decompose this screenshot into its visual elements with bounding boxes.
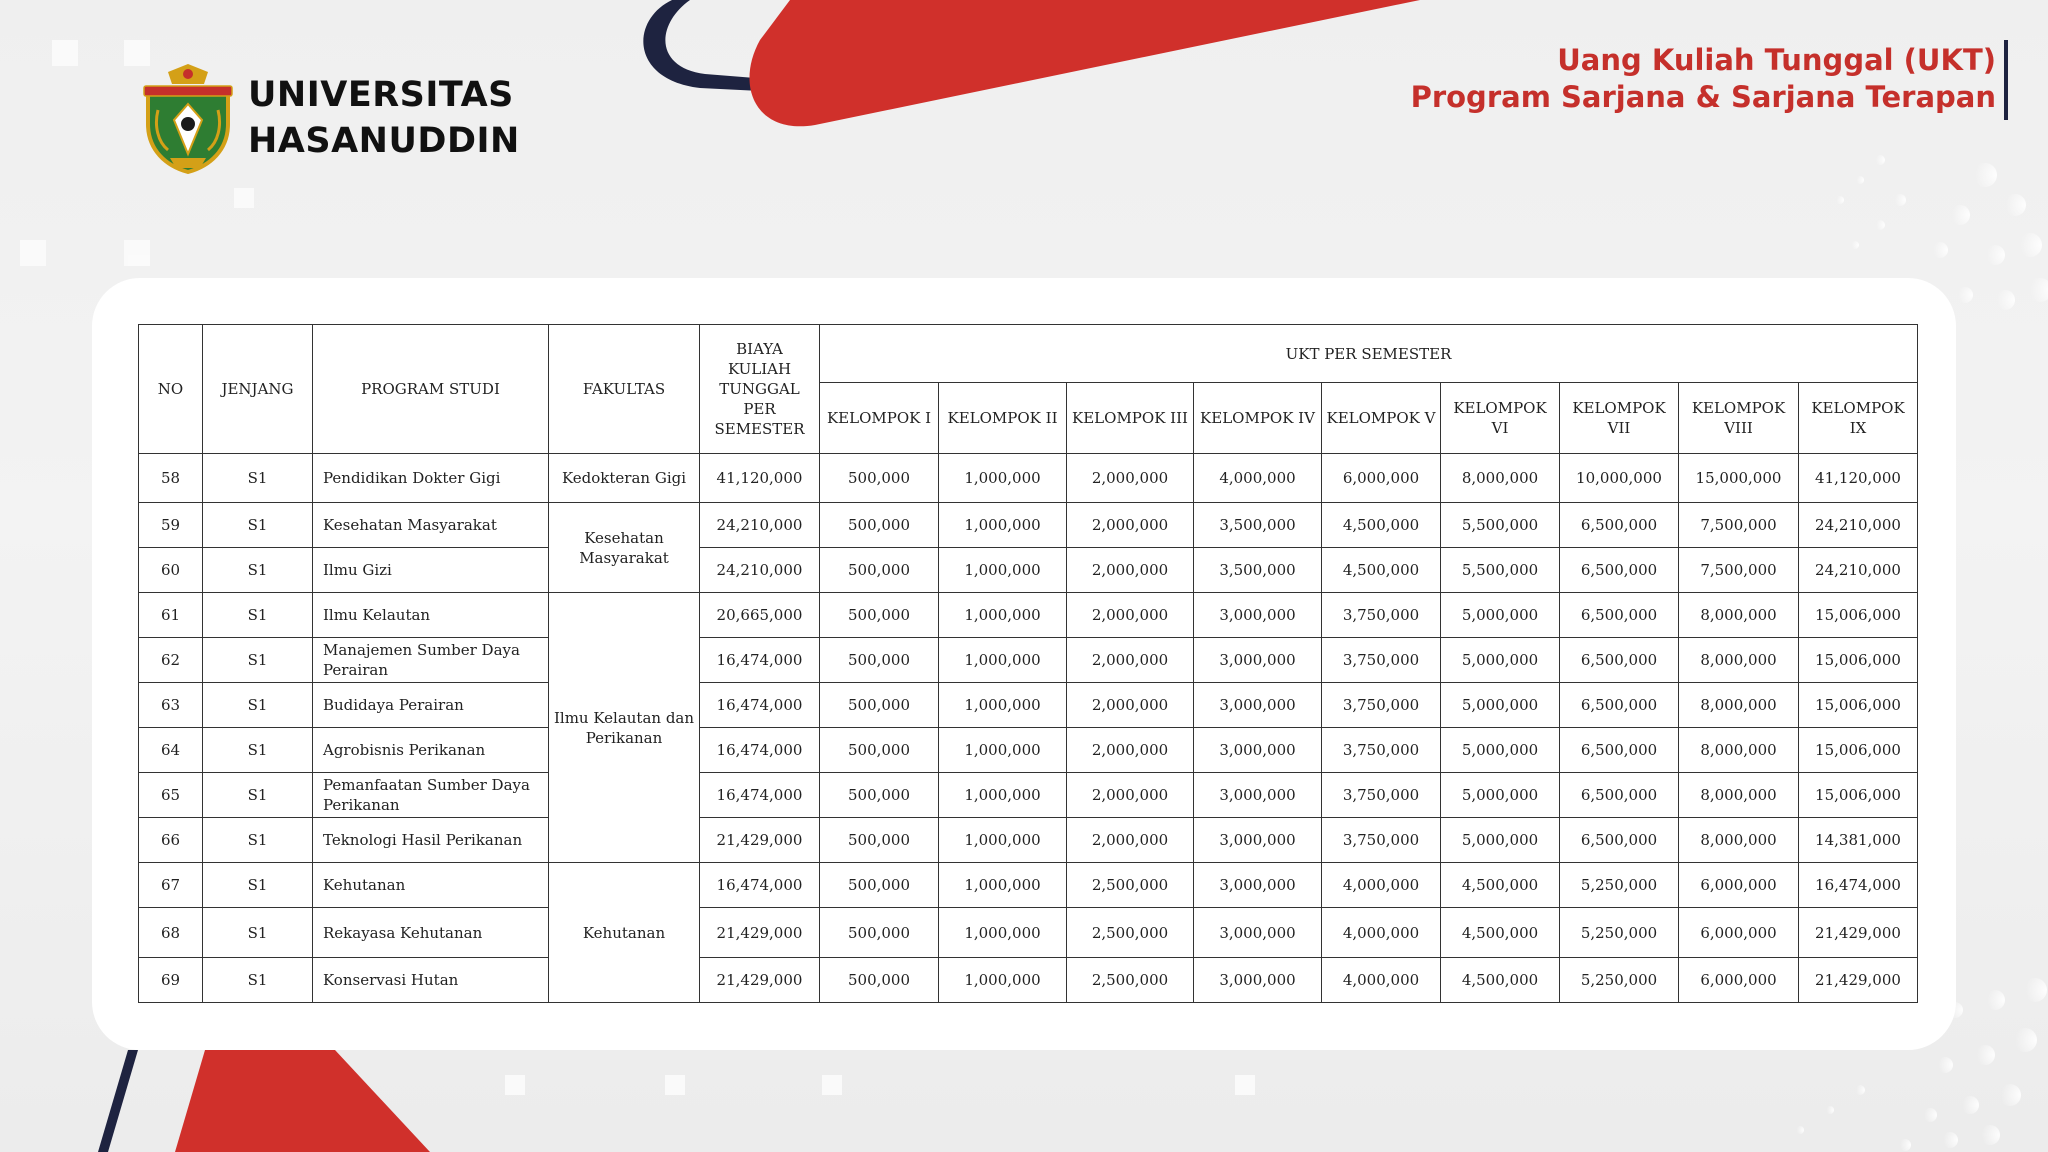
cell-no: 69	[139, 958, 203, 1003]
cell-kelompok-8: 7,500,000	[1679, 548, 1799, 593]
cell-kelompok-1: 500,000	[820, 908, 939, 958]
cell-kelompok-6: 5,000,000	[1441, 593, 1560, 638]
cell-kelompok-9: 14,381,000	[1799, 818, 1918, 863]
cell-kelompok-3: 2,500,000	[1067, 863, 1194, 908]
cell-kelompok-1: 500,000	[820, 548, 939, 593]
cell-kelompok-7: 6,500,000	[1560, 503, 1679, 548]
table-row	[139, 454, 1918, 503]
university-name-line2: HASANUDDIN	[248, 121, 520, 161]
cell-jenjang: S1	[203, 503, 313, 548]
cell-biaya: 21,429,000	[700, 958, 820, 1003]
cell-kelompok-7: 10,000,000	[1560, 454, 1679, 503]
cell-kelompok-3: 2,000,000	[1067, 728, 1194, 773]
cell-program-studi: Pemanfaatan Sumber Daya Perikanan	[313, 773, 549, 818]
cell-kelompok-5: 4,000,000	[1322, 863, 1441, 908]
cell-kelompok-1: 500,000	[820, 773, 939, 818]
cell-no: 63	[139, 683, 203, 728]
cell-kelompok-4: 3,000,000	[1194, 683, 1322, 728]
header-kelompok-2: KELOMPOK II	[939, 383, 1067, 454]
cell-kelompok-8: 8,000,000	[1679, 593, 1799, 638]
red-wedge-top	[749, 0, 1420, 126]
cell-jenjang: S1	[203, 638, 313, 683]
cell-kelompok-4: 3,000,000	[1194, 958, 1322, 1003]
cell-kelompok-6: 5,500,000	[1441, 503, 1560, 548]
cell-kelompok-2: 1,000,000	[939, 908, 1067, 958]
cell-kelompok-2: 1,000,000	[939, 818, 1067, 863]
cell-fakultas: Ilmu Kelautan dan Perikanan	[549, 593, 700, 863]
cell-biaya: 16,474,000	[700, 638, 820, 683]
cell-kelompok-6: 5,000,000	[1441, 773, 1560, 818]
cell-kelompok-8: 6,000,000	[1679, 863, 1799, 908]
cell-jenjang: S1	[203, 728, 313, 773]
page-title-line2: Program Sarjana & Sarjana Terapan	[1410, 80, 1996, 114]
table-row	[139, 958, 1918, 1003]
cell-kelompok-5: 4,000,000	[1322, 908, 1441, 958]
cell-kelompok-2: 1,000,000	[939, 683, 1067, 728]
cell-jenjang: S1	[203, 818, 313, 863]
cell-kelompok-3: 2,000,000	[1067, 683, 1194, 728]
cell-kelompok-3: 2,000,000	[1067, 638, 1194, 683]
cell-kelompok-2: 1,000,000	[939, 863, 1067, 908]
cell-kelompok-7: 5,250,000	[1560, 908, 1679, 958]
table-row	[139, 503, 1918, 548]
cell-no: 62	[139, 638, 203, 683]
header-kelompok-3: KELOMPOK III	[1067, 383, 1194, 454]
cell-biaya: 16,474,000	[700, 773, 820, 818]
cell-kelompok-4: 3,000,000	[1194, 638, 1322, 683]
cell-kelompok-3: 2,000,000	[1067, 454, 1194, 503]
cell-kelompok-8: 8,000,000	[1679, 683, 1799, 728]
cell-kelompok-5: 3,750,000	[1322, 818, 1441, 863]
cell-kelompok-4: 4,000,000	[1194, 454, 1322, 503]
header-kelompok-1: KELOMPOK I	[820, 383, 939, 454]
cell-kelompok-9: 24,210,000	[1799, 548, 1918, 593]
cell-biaya: 16,474,000	[700, 683, 820, 728]
cell-kelompok-8: 6,000,000	[1679, 908, 1799, 958]
cell-kelompok-5: 3,750,000	[1322, 683, 1441, 728]
cell-kelompok-8: 15,000,000	[1679, 454, 1799, 503]
header-program-studi: PROGRAM STUDI	[313, 325, 549, 454]
cell-no: 65	[139, 773, 203, 818]
cell-kelompok-1: 500,000	[820, 863, 939, 908]
cell-kelompok-7: 6,500,000	[1560, 773, 1679, 818]
cell-kelompok-6: 4,500,000	[1441, 863, 1560, 908]
page-title-line1: Uang Kuliah Tunggal (UKT)	[1557, 43, 1996, 77]
cell-fakultas: Kehutanan	[549, 863, 700, 1003]
navy-line-bottom	[98, 1050, 138, 1152]
cell-kelompok-6: 8,000,000	[1441, 454, 1560, 503]
cell-kelompok-5: 4,500,000	[1322, 503, 1441, 548]
header-fakultas: FAKULTAS	[549, 325, 700, 454]
cell-jenjang: S1	[203, 454, 313, 503]
cell-kelompok-3: 2,000,000	[1067, 548, 1194, 593]
cell-jenjang: S1	[203, 548, 313, 593]
cell-kelompok-2: 1,000,000	[939, 773, 1067, 818]
table-row	[139, 593, 1918, 638]
cell-kelompok-9: 15,006,000	[1799, 638, 1918, 683]
university-name-line1: UNIVERSITAS	[248, 75, 514, 115]
cell-biaya: 21,429,000	[700, 908, 820, 958]
cell-kelompok-5: 3,750,000	[1322, 593, 1441, 638]
cell-kelompok-3: 2,000,000	[1067, 593, 1194, 638]
cell-kelompok-7: 6,500,000	[1560, 683, 1679, 728]
cell-kelompok-6: 5,000,000	[1441, 818, 1560, 863]
cell-program-studi: Teknologi Hasil Perikanan	[313, 818, 549, 863]
cell-kelompok-8: 8,000,000	[1679, 638, 1799, 683]
header-kelompok-9: KELOMPOK IX	[1799, 383, 1918, 454]
header-kelompok-6: KELOMPOK VI	[1441, 383, 1560, 454]
cell-kelompok-4: 3,000,000	[1194, 863, 1322, 908]
table-body	[139, 454, 1918, 1003]
cell-kelompok-9: 15,006,000	[1799, 773, 1918, 818]
cell-kelompok-7: 6,500,000	[1560, 638, 1679, 683]
cell-kelompok-9: 41,120,000	[1799, 454, 1918, 503]
cell-kelompok-8: 8,000,000	[1679, 773, 1799, 818]
table-row	[139, 863, 1918, 908]
header-kelompok-5: KELOMPOK V	[1322, 383, 1441, 454]
cell-kelompok-6: 4,500,000	[1441, 908, 1560, 958]
cell-kelompok-2: 1,000,000	[939, 503, 1067, 548]
cell-kelompok-3: 2,000,000	[1067, 773, 1194, 818]
cell-kelompok-9: 21,429,000	[1799, 958, 1918, 1003]
cell-kelompok-9: 21,429,000	[1799, 908, 1918, 958]
header-no: NO	[139, 325, 203, 454]
ukt-table	[138, 324, 1918, 1003]
cell-kelompok-8: 8,000,000	[1679, 818, 1799, 863]
cell-kelompok-5: 3,750,000	[1322, 773, 1441, 818]
cell-kelompok-8: 8,000,000	[1679, 728, 1799, 773]
table-row	[139, 908, 1918, 958]
cell-program-studi: Kehutanan	[313, 863, 549, 908]
cell-kelompok-6: 5,000,000	[1441, 728, 1560, 773]
cell-kelompok-5: 4,500,000	[1322, 548, 1441, 593]
table-row	[139, 638, 1918, 683]
cell-biaya: 24,210,000	[700, 503, 820, 548]
cell-program-studi: Ilmu Gizi	[313, 548, 549, 593]
cell-jenjang: S1	[203, 683, 313, 728]
red-wedge-bottom	[175, 1050, 430, 1152]
cell-kelompok-6: 5,500,000	[1441, 548, 1560, 593]
cell-kelompok-2: 1,000,000	[939, 548, 1067, 593]
table-row	[139, 818, 1918, 863]
cell-kelompok-1: 500,000	[820, 503, 939, 548]
cell-kelompok-1: 500,000	[820, 728, 939, 773]
cell-program-studi: Agrobisnis Perikanan	[313, 728, 549, 773]
cell-kelompok-4: 3,500,000	[1194, 503, 1322, 548]
cell-kelompok-1: 500,000	[820, 683, 939, 728]
cell-kelompok-3: 2,500,000	[1067, 958, 1194, 1003]
cell-kelompok-9: 15,006,000	[1799, 593, 1918, 638]
cell-biaya: 41,120,000	[700, 454, 820, 503]
cell-kelompok-9: 15,006,000	[1799, 728, 1918, 773]
cell-kelompok-7: 6,500,000	[1560, 728, 1679, 773]
cell-kelompok-4: 3,000,000	[1194, 908, 1322, 958]
cell-kelompok-3: 2,500,000	[1067, 908, 1194, 958]
cell-kelompok-2: 1,000,000	[939, 638, 1067, 683]
hasanuddin-logo	[140, 62, 236, 174]
cell-kelompok-4: 3,000,000	[1194, 728, 1322, 773]
cell-program-studi: Konservasi Hutan	[313, 958, 549, 1003]
cell-no: 64	[139, 728, 203, 773]
cell-kelompok-4: 3,000,000	[1194, 773, 1322, 818]
cell-no: 60	[139, 548, 203, 593]
cell-kelompok-1: 500,000	[820, 958, 939, 1003]
header-kelompok-8: KELOMPOK VIII	[1679, 383, 1799, 454]
cell-no: 66	[139, 818, 203, 863]
cell-program-studi: Rekayasa Kehutanan	[313, 908, 549, 958]
cell-jenjang: S1	[203, 958, 313, 1003]
cell-kelompok-2: 1,000,000	[939, 728, 1067, 773]
cell-kelompok-5: 3,750,000	[1322, 638, 1441, 683]
cell-kelompok-2: 1,000,000	[939, 454, 1067, 503]
table-row	[139, 548, 1918, 593]
cell-kelompok-7: 6,500,000	[1560, 593, 1679, 638]
cell-kelompok-7: 6,500,000	[1560, 548, 1679, 593]
page-title	[1411, 42, 1996, 116]
table-row	[139, 728, 1918, 773]
cell-kelompok-3: 2,000,000	[1067, 818, 1194, 863]
header-ukt-per-semester: UKT PER SEMESTER	[820, 325, 1918, 383]
cell-kelompok-6: 4,500,000	[1441, 958, 1560, 1003]
cell-kelompok-8: 6,000,000	[1679, 958, 1799, 1003]
cell-biaya: 20,665,000	[700, 593, 820, 638]
cell-kelompok-1: 500,000	[820, 593, 939, 638]
cell-kelompok-9: 16,474,000	[1799, 863, 1918, 908]
cell-kelompok-6: 5,000,000	[1441, 638, 1560, 683]
university-name	[248, 72, 520, 164]
cell-biaya: 16,474,000	[700, 728, 820, 773]
cell-fakultas: Kesehatan Masyarakat	[549, 503, 700, 593]
cell-program-studi: Pendidikan Dokter Gigi	[313, 454, 549, 503]
header-biaya-kuliah: BIAYA KULIAH TUNGGAL PER SEMESTER	[700, 325, 820, 454]
cell-biaya: 16,474,000	[700, 863, 820, 908]
cell-kelompok-5: 4,000,000	[1322, 958, 1441, 1003]
cell-biaya: 21,429,000	[700, 818, 820, 863]
cell-no: 59	[139, 503, 203, 548]
cell-program-studi: Budidaya Perairan	[313, 683, 549, 728]
cell-no: 68	[139, 908, 203, 958]
cell-program-studi: Ilmu Kelautan	[313, 593, 549, 638]
cell-kelompok-5: 6,000,000	[1322, 454, 1441, 503]
cell-kelompok-5: 3,750,000	[1322, 728, 1441, 773]
cell-kelompok-4: 3,500,000	[1194, 548, 1322, 593]
cell-kelompok-8: 7,500,000	[1679, 503, 1799, 548]
title-accent-bar	[2004, 40, 2008, 120]
cell-kelompok-4: 3,000,000	[1194, 593, 1322, 638]
cell-kelompok-1: 500,000	[820, 638, 939, 683]
cell-no: 58	[139, 454, 203, 503]
cell-kelompok-6: 5,000,000	[1441, 683, 1560, 728]
table-row	[139, 683, 1918, 728]
cell-kelompok-9: 15,006,000	[1799, 683, 1918, 728]
table-row	[139, 773, 1918, 818]
header-kelompok-7: KELOMPOK VII	[1560, 383, 1679, 454]
header-jenjang: JENJANG	[203, 325, 313, 454]
cell-no: 67	[139, 863, 203, 908]
cell-jenjang: S1	[203, 908, 313, 958]
cell-kelompok-2: 1,000,000	[939, 593, 1067, 638]
cell-no: 61	[139, 593, 203, 638]
cell-kelompok-7: 6,500,000	[1560, 818, 1679, 863]
cell-kelompok-3: 2,000,000	[1067, 503, 1194, 548]
cell-jenjang: S1	[203, 773, 313, 818]
cell-kelompok-7: 5,250,000	[1560, 863, 1679, 908]
cell-kelompok-2: 1,000,000	[939, 958, 1067, 1003]
cell-jenjang: S1	[203, 593, 313, 638]
cell-kelompok-1: 500,000	[820, 454, 939, 503]
cell-fakultas: Kedokteran Gigi	[549, 454, 700, 503]
cell-jenjang: S1	[203, 863, 313, 908]
cell-program-studi: Kesehatan Masyarakat	[313, 503, 549, 548]
cell-kelompok-9: 24,210,000	[1799, 503, 1918, 548]
cell-kelompok-4: 3,000,000	[1194, 818, 1322, 863]
cell-biaya: 24,210,000	[700, 548, 820, 593]
cell-kelompok-7: 5,250,000	[1560, 958, 1679, 1003]
header-kelompok-4: KELOMPOK IV	[1194, 383, 1322, 454]
cell-kelompok-1: 500,000	[820, 818, 939, 863]
cell-program-studi: Manajemen Sumber Daya Perairan	[313, 638, 549, 683]
